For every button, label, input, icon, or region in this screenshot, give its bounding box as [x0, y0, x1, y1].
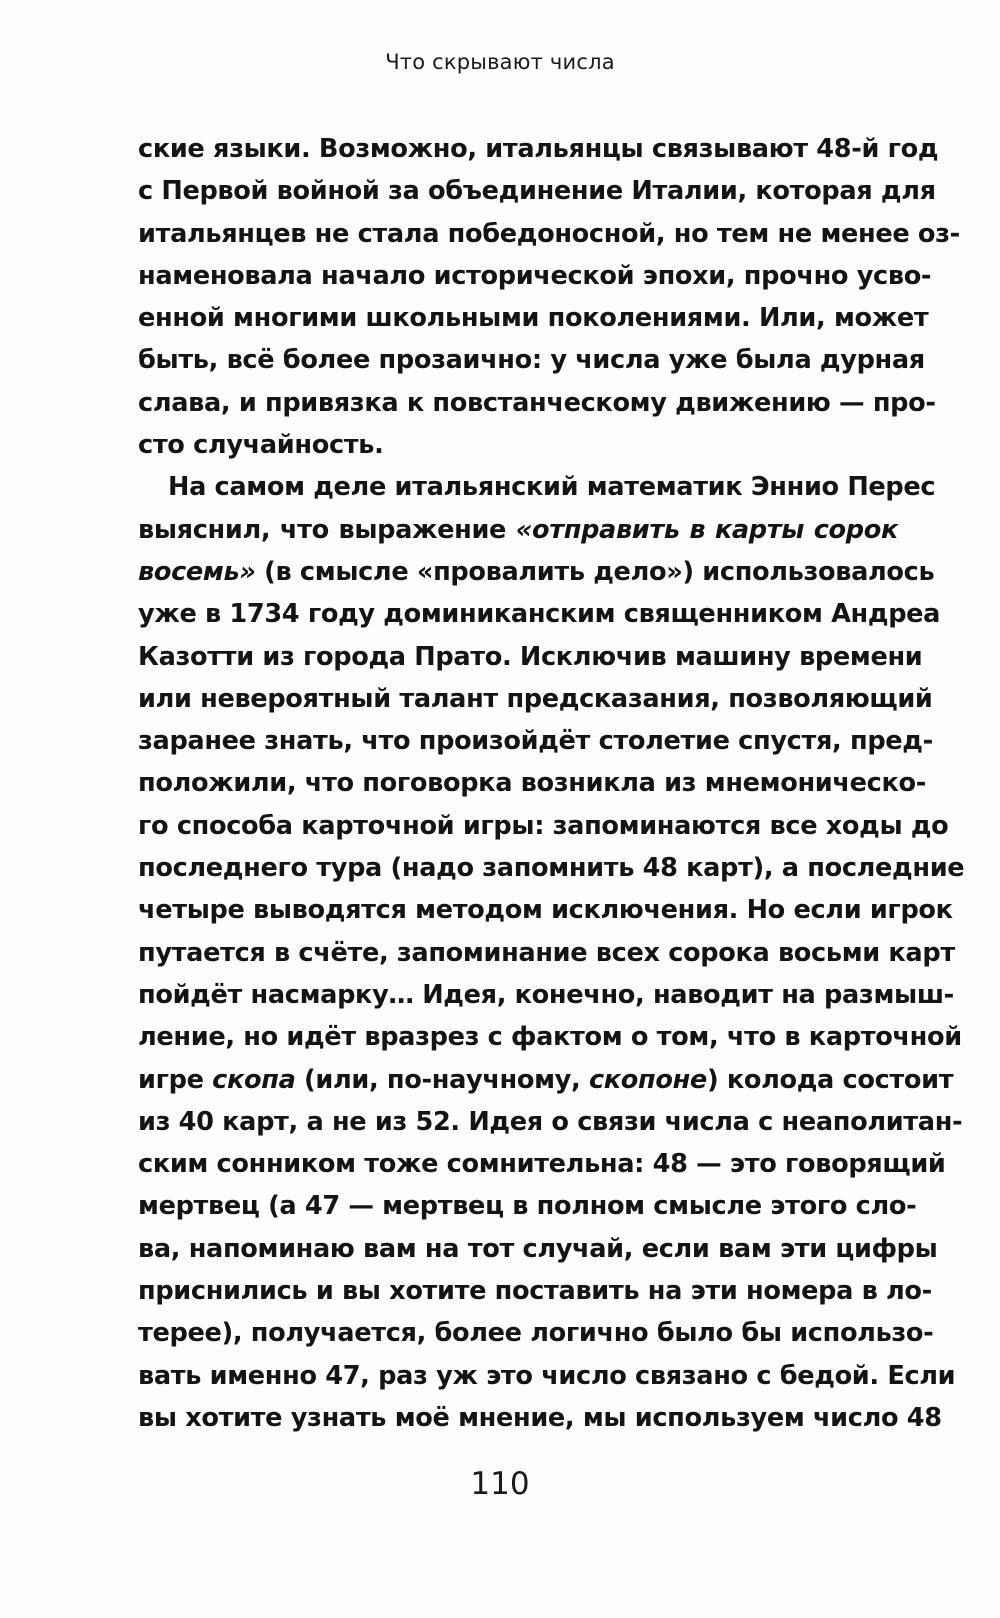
body-text [138, 128, 965, 1439]
text-line: го способа карточной игры: запоминаются все ходы до [138, 810, 949, 841]
italic-term: скопа [212, 1064, 296, 1095]
text-line: наменовала начало исторической эпохи, прочно усво- [138, 260, 932, 291]
text-run: (в смысле «провалить дело») использовалось [255, 556, 935, 587]
text-line: или невероятный талант предсказания, позволяющий [138, 683, 933, 714]
text-run: (или, по-научному, [295, 1064, 589, 1095]
text-line: ские языки. Возможно, итальянцы связывают 48-й год [138, 134, 939, 164]
running-title: Что скрывают числа [385, 50, 615, 74]
text-line: вать именно 47, раз уж это число связано с бедой. Если [138, 1360, 956, 1391]
text-line: пойдёт насмарку… Идея, конечно, наводит на размыш- [138, 979, 954, 1010]
paragraph-continuation [138, 128, 960, 466]
text-line: с Первой войной за объединение Италии, которая для [138, 176, 936, 207]
text-line: быть, всё более прозаично: у числа уже была дурная [138, 345, 925, 376]
text-line: вы хотите узнать моё мнение, мы используем число 48 [138, 1402, 942, 1433]
text-line: ление, но идёт вразрез с фактом о том, что в карточной [138, 1022, 962, 1053]
text-line: Казотти из города Прато. Исключив машину времени [138, 641, 923, 672]
text-line: ва, напоминаю вам на тот случай, если вам эти цифры [138, 1233, 938, 1264]
text-line: четыре выводятся методом исключения. Но если игрок [138, 895, 953, 926]
text-line [138, 1059, 954, 1101]
paragraph-main [138, 466, 965, 1439]
text-line [138, 551, 935, 593]
text-line: последнего тура (надо запомнить 48 карт), а последние [138, 853, 965, 884]
italic-term: скопоне [588, 1064, 707, 1095]
text-line: мертвец (а 47 — мертвец в полном смысле этого сло- [138, 1191, 917, 1222]
text-line: слава, и привязка к повстанческому движению — про- [138, 387, 936, 418]
text-run: ) колода состоит [706, 1064, 954, 1095]
text-line: итальянцев не стала победоносной, но тем не менее оз- [138, 218, 960, 249]
text-line: из 40 карт, а не из 52. Идея о связи числа с неаполитан- [138, 1106, 963, 1137]
text-line: енной многими школьными поколениями. Или, может [138, 303, 929, 334]
text-line: На самом деле итальянский математик Эннио Перес [168, 472, 936, 503]
italic-phrase: «отправить в карты сорок [515, 514, 898, 545]
text-line: путается в счёте, запоминание всех сорока восьми карт [138, 937, 955, 968]
text-line: уже в 1734 году доминиканским священником Андреа [138, 599, 941, 630]
italic-phrase: восемь» [138, 556, 256, 587]
text-line [138, 509, 898, 551]
text-line: ским сонником тоже сомнительна: 48 — это говорящий [138, 1149, 946, 1180]
text-line: заранее знать, что произойдёт столетие спустя, пред- [138, 726, 933, 757]
text-run: игре [138, 1064, 213, 1095]
text-run: выяснил, что выражение [138, 514, 516, 545]
text-line: терее), получается, более логично было бы использо- [138, 1318, 934, 1349]
page-number: 110 [470, 1466, 530, 1502]
text-line: сто случайность. [138, 430, 384, 461]
text-line: приснились и вы хотите поставить на эти номера в ло- [138, 1276, 932, 1307]
text-line: положили, что поговорка возникла из мнемоническо- [138, 768, 926, 799]
